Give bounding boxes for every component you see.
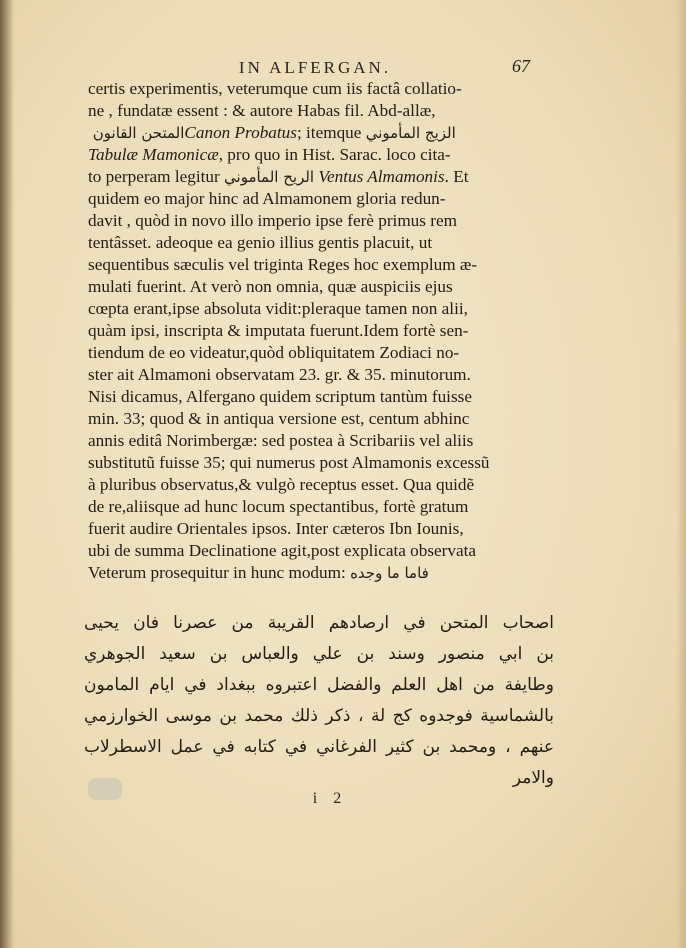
page-gutter-shadow <box>0 0 14 948</box>
arabic-line: اصحاب المتحن في ارصادهم القريبة من عصرنا فان يحيى <box>84 613 554 633</box>
arabic-line: بن ابي منصور وسند بن علي والعباس بن سعيد الجوهري <box>84 644 554 664</box>
text-segment: annis editâ Norimbergæ: sed postea à Scribariis vel aliis <box>88 431 474 450</box>
text-segment: Nisi dicamus, Alfergano quidem scriptum tantùm fuisse <box>88 387 472 406</box>
text-segment: mulati fuerint. At verò non omnia, quæ auspiciis ejus <box>88 277 453 296</box>
text-line <box>88 210 548 232</box>
text-line <box>88 452 548 474</box>
text-segment: de re,aliisque ad hunc locum spectantibus, fortè gratum <box>88 497 469 516</box>
text-line <box>88 430 548 452</box>
text-line <box>88 320 548 342</box>
arabic-line: والامر <box>512 768 554 788</box>
arabic-quotation <box>84 608 554 794</box>
text-segment: min. 33; quod & in antiqua versione est, centum abhinc <box>88 409 470 428</box>
text-line <box>88 562 548 584</box>
text-line <box>88 276 548 298</box>
italic-phrase: Ventus Almamonis <box>318 167 445 186</box>
italic-phrase: Tabulæ Mamonicæ <box>88 145 219 164</box>
text-line <box>88 100 548 122</box>
text-line <box>88 364 548 386</box>
arabic-line: بالشماسية فوجدوه كج لة ، ذكر ذلك محمد بن موسى الخوارزمي <box>84 706 554 726</box>
text-segment: quidem eo major hinc ad Almamonem gloria redun- <box>88 189 446 208</box>
text-segment: . Et <box>444 167 469 186</box>
text-line <box>88 232 548 254</box>
text-line <box>88 496 548 518</box>
text-line <box>88 408 548 430</box>
text-segment: fuerit audire Orientales ipsos. Inter cæteros Ibn Iounis, <box>88 519 464 538</box>
text-line <box>88 298 548 320</box>
text-segment: tentâsset. adeoque ea genio illius gentis placuit, ut <box>88 233 433 252</box>
latin-body-text <box>88 78 548 584</box>
text-line <box>88 78 548 100</box>
text-segment: tiendum de eo videatur,quòd obliquitatem Zodiaci no- <box>88 343 460 362</box>
page-number: 67 <box>512 56 530 76</box>
text-segment: substitutũ fuisse 35; qui numerus post Almamonis excessũ <box>88 453 490 472</box>
arabic-phrase: الريح المأموني <box>224 168 315 186</box>
arabic-phrase: المتحن القانون <box>88 124 185 142</box>
text-segment: , pro quo in Hist. Sarac. loco cita- <box>218 145 451 164</box>
text-line <box>88 166 548 188</box>
text-segment: ubi de summa Declinatione agit,post explicata observata <box>88 541 477 560</box>
text-segment: cœpta erant,ipse absoluta vidit:pleraque tamen non alii, <box>88 299 468 318</box>
arabic-line: وطايفة من اهل العلم والفضل اعتبروه ببغداد في ايام المامون <box>84 675 554 695</box>
text-line <box>88 144 548 166</box>
text-segment: ne , fundatæ essent : & autore Habas fil. Abd-allæ, <box>88 101 436 120</box>
text-line <box>88 188 548 210</box>
italic-phrase: Canon Probatus <box>184 123 297 142</box>
text-segment: ster ait Almamoni observatam 23. gr. & 35. minutorum. <box>88 365 471 384</box>
text-line <box>88 122 548 144</box>
text-segment: davit , quòd in novo illo imperio ipse ferè primus rem <box>88 211 457 230</box>
text-segment: ; itemque <box>296 123 366 142</box>
text-segment: to perperam legitur <box>88 167 225 186</box>
text-segment: Veterum prosequitur in hunc modum: <box>88 563 351 582</box>
signature-mark: i 2 <box>312 790 348 807</box>
text-line <box>88 540 548 562</box>
text-segment: certis experimentis, veterumque cum iis factâ collatio- <box>88 79 462 98</box>
text-line <box>88 518 548 540</box>
page-edge <box>676 0 686 948</box>
text-line <box>88 254 548 276</box>
text-line <box>88 386 548 408</box>
running-header: IN ALFERGAN. <box>238 58 392 77</box>
faded-stamp <box>88 778 122 800</box>
text-segment: quàm ipsi, inscripta & imputata fuerunt.Idem fortè sen- <box>88 321 469 340</box>
text-line <box>88 474 548 496</box>
text-line <box>88 342 548 364</box>
text-segment: sequentibus sæculis vel triginta Reges hoc exemplum æ- <box>88 255 478 274</box>
arabic-line: عنهم ، ومحمد بن كثير الفرغاني في كتابه في عمل الاسطرلاب <box>84 737 554 757</box>
arabic-phrase: الزيج المأموني <box>365 124 456 142</box>
text-segment: à pluribus observatus,& vulgò receptus esset. Qua quidẽ <box>88 475 475 494</box>
arabic-phrase: فاما ما وجده <box>350 564 429 582</box>
